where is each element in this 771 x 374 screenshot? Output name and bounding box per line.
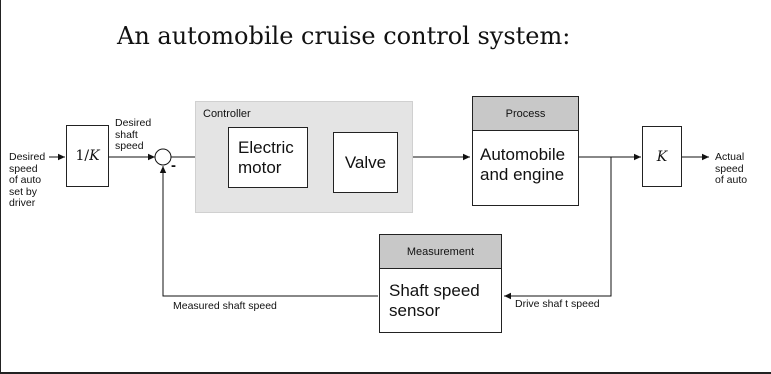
drive-shaft-speed-label: Drive shaf t speed xyxy=(515,298,600,310)
process-header: Process xyxy=(472,96,579,131)
input-label: Desired speed of auto set by driver xyxy=(9,151,46,209)
electric-motor-block: Electric motor xyxy=(228,127,308,188)
desired-shaft-speed-label: Desired shaft speed xyxy=(115,117,152,152)
output-scale-block xyxy=(642,126,682,187)
output-label: Actual speed of auto xyxy=(715,151,748,186)
input-scale-symbol: K xyxy=(89,148,100,164)
automobile-engine-block: Automobile and engine xyxy=(472,130,579,206)
measurement-header: Measurement xyxy=(379,234,502,269)
measured-shaft-speed-label: Measured shaft speed xyxy=(173,300,277,312)
controller-title: Controller xyxy=(203,108,251,120)
minus-sign: - xyxy=(171,157,176,174)
output-scale-symbol: K xyxy=(656,148,668,165)
shaft-speed-sensor-block: Shaft speed sensor xyxy=(379,268,502,333)
summing-junction xyxy=(155,149,171,165)
input-scale-prefix: 1/ xyxy=(75,148,90,164)
valve-block: Valve xyxy=(333,132,398,193)
input-scale-block xyxy=(66,125,109,187)
diagram-title: An automobile cruise control system: xyxy=(117,22,571,50)
